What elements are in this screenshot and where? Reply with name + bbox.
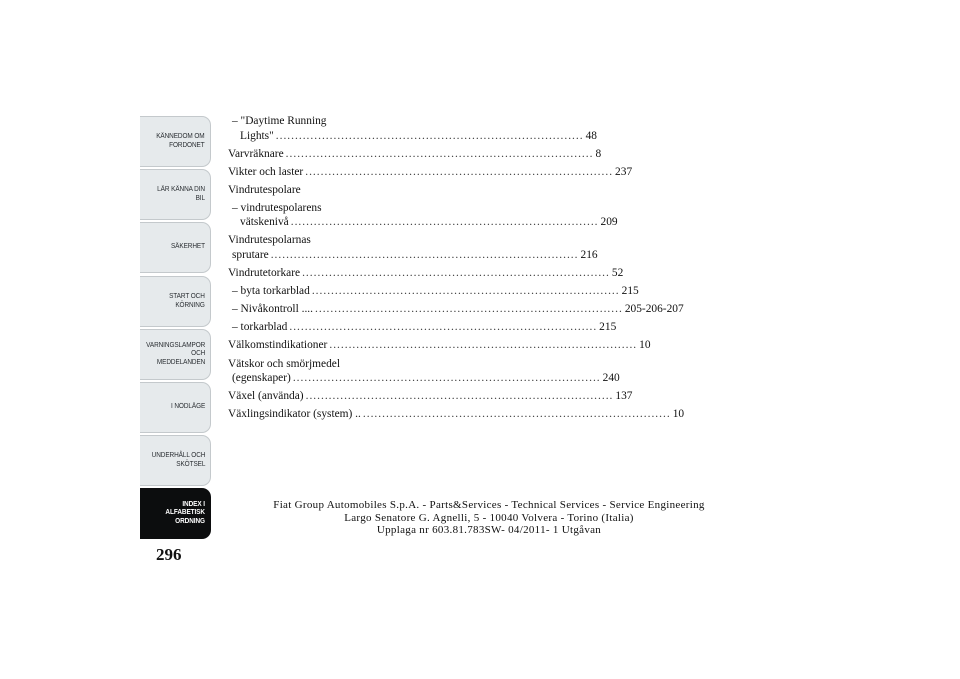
index-line: [228, 302, 684, 317]
footer-line-2: Largo Senatore G. Agnelli, 5 - 10040 Volvera - Torino (Italia): [344, 511, 634, 524]
index-term: – "Daytime Running: [232, 115, 327, 127]
index-term: – torkarblad: [232, 321, 288, 334]
index-line: [228, 147, 602, 162]
section-tab-label: I NÖDLÄGE: [170, 403, 205, 411]
index-term: Vindrutespolare: [228, 183, 301, 196]
index-entry: [228, 284, 639, 299]
index-entry: [228, 183, 406, 198]
section-tab[interactable]: [140, 329, 211, 380]
dot-leader: ................................................................................: [329, 339, 638, 352]
index-entry: [228, 338, 651, 353]
footer-line-1: Fiat Group Automobiles S.p.A. - Parts&Services - Technical Services - Service Engineering: [273, 499, 705, 511]
index-term: Vindrutespolarnas: [228, 234, 311, 247]
index-line: [228, 389, 633, 404]
section-tab[interactable]: [140, 222, 211, 273]
index-term: sprutare: [232, 248, 269, 261]
index-entry: [228, 357, 620, 386]
dot-leader: ................................................................................: [289, 321, 598, 334]
section-tab-label: KÄNNEDOM OM FORDONET: [156, 133, 205, 149]
index-page-ref: 10: [639, 339, 651, 352]
dot-leader: ................................................................................: [305, 390, 614, 403]
index-page-ref: 205-206-207: [624, 303, 684, 316]
index-line: [228, 215, 618, 230]
index-term: Vikter och laster: [228, 165, 304, 178]
index-line: [228, 407, 685, 422]
section-tab[interactable]: [140, 382, 211, 433]
section-tab[interactable]: [140, 435, 211, 486]
section-tab[interactable]: [140, 488, 211, 539]
index-term: – byta torkarblad: [232, 285, 310, 298]
index-entry: [228, 407, 685, 422]
section-tab[interactable]: [140, 276, 211, 327]
dot-leader: ................................................................................: [292, 372, 601, 385]
section-tab[interactable]: [140, 169, 211, 220]
index-page-ref: 52: [611, 267, 624, 280]
index-page-ref: 137: [615, 390, 633, 403]
index-line: [228, 357, 406, 372]
dot-leader: ................................................................................: [302, 267, 610, 280]
index-term: Vätskor och smörjmedel: [228, 357, 340, 370]
index-page-ref: 215: [621, 285, 639, 298]
dot-leader: ................................................................................: [270, 248, 579, 261]
index-line: [228, 338, 651, 353]
index-entry: [228, 147, 602, 162]
publisher-footer: [228, 499, 750, 537]
index-line: [228, 371, 620, 386]
index-page-ref: 10: [672, 408, 685, 421]
index-entry: [228, 165, 633, 180]
index-entry: [228, 114, 597, 143]
section-tab-label: START OCH KÖRNING: [169, 293, 205, 309]
index-term: (egenskaper): [232, 372, 291, 385]
index-term: Lights": [240, 129, 274, 142]
index-line: [228, 114, 406, 129]
dot-leader: ................................................................................: [285, 147, 594, 160]
index-line: [228, 183, 406, 198]
index-page-ref: 209: [600, 216, 618, 229]
dot-leader: ................................................................................: [275, 129, 584, 142]
index-term: Växel (använda): [228, 390, 304, 403]
index-page-ref: 215: [599, 321, 617, 334]
index-term: Växlingsindikator (system) ..: [228, 408, 361, 421]
dot-leader: ................................................................................: [362, 408, 671, 421]
dot-leader: ................................................................................: [290, 216, 599, 229]
dot-leader: ................................................................................: [315, 303, 623, 316]
index-term: – Nivåkontroll ....: [232, 303, 313, 316]
index-line: [228, 266, 624, 281]
index-term: Varvräknare: [228, 147, 284, 160]
index-entry: [228, 233, 598, 262]
index-page-ref: 216: [580, 248, 598, 261]
index-line: [228, 320, 617, 335]
dot-leader: ................................................................................: [311, 285, 620, 298]
section-tab[interactable]: [140, 116, 211, 167]
section-tab-label: LÄR KÄNNA DIN BIL: [157, 186, 205, 202]
index-entry: [228, 302, 684, 317]
index-page-ref: 237: [615, 165, 633, 178]
index-line: [228, 248, 598, 263]
index-term: Välkomstindikationer: [228, 339, 328, 352]
section-tab-label: INDEX I ALFABETISK ORDNING: [165, 500, 205, 525]
index-line: [228, 284, 639, 299]
dot-leader: ................................................................................: [305, 165, 614, 178]
alphabetical-index: [228, 114, 685, 425]
index-line: [228, 129, 597, 144]
section-tab-label: SÄKERHET: [171, 243, 205, 251]
index-term: vätskenivå: [240, 216, 289, 229]
index-page-ref: 48: [585, 129, 597, 142]
section-tab-label: UNDERHÅLL OCH SKÖTSEL: [151, 452, 205, 468]
index-term: – vindrutespolarens: [232, 201, 322, 214]
index-term: Vindrutetorkare: [228, 267, 301, 280]
index-entry: [228, 201, 618, 230]
index-entry: [228, 389, 633, 404]
index-entry: [228, 320, 617, 335]
index-page-ref: 8: [595, 147, 602, 160]
page-number: 296: [156, 545, 182, 564]
index-entry: [228, 266, 624, 281]
section-tab-label: VARNINGSLAMPOR OCH MEDDELANDEN: [145, 341, 205, 366]
footer-line-3: Upplaga nr 603.81.783SW- 04/2011- 1 Utgåvan: [376, 524, 602, 536]
index-line: [228, 165, 633, 180]
index-line: [228, 201, 406, 216]
index-page-ref: 240: [602, 372, 620, 385]
index-line: [228, 233, 406, 248]
